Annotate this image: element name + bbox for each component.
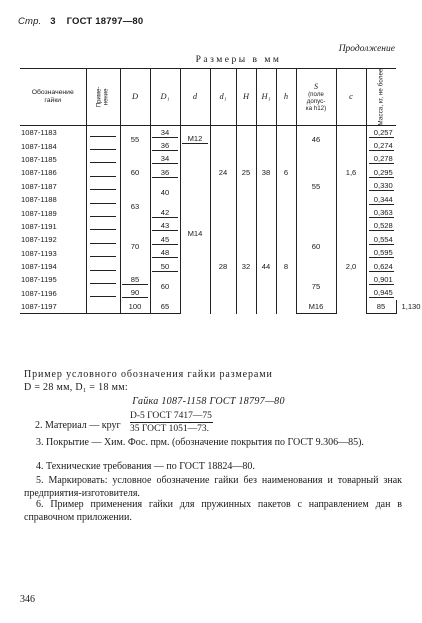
- cell-D1: 43: [150, 220, 180, 233]
- cell-d1: 28: [210, 220, 236, 314]
- cell-mass: 0,330: [366, 180, 396, 193]
- note-cell: [86, 233, 120, 246]
- note-material-label: 2. Материал — круг: [35, 420, 121, 431]
- cell-mass: 0,595: [366, 247, 396, 260]
- cell-D1: 42: [150, 206, 180, 219]
- note-cell: [86, 220, 120, 233]
- page-header: [18, 16, 143, 27]
- row-designation: 1087-1185: [21, 154, 57, 164]
- standard-code: ГОСТ 18797—80: [66, 16, 144, 27]
- header-d: d: [180, 69, 210, 126]
- sizes-caption: Размеры в мм: [195, 55, 282, 65]
- note-application: 6. Пример применения гайки для пружинных пакетов с направлением дан в справочном приложении.: [24, 499, 402, 523]
- note-cell: [86, 247, 120, 260]
- row-designation: 1087-1186: [21, 168, 57, 178]
- fraction-denominator: 35 ГОСТ 1051—73.: [130, 424, 209, 434]
- header-S: S (поле допус- ка h12): [296, 69, 336, 126]
- cell-S: 46: [296, 126, 336, 153]
- header-mass: Масса, кг, не более: [366, 69, 396, 126]
- cell-S: 75: [296, 273, 336, 300]
- cell-S: 60: [296, 220, 336, 274]
- row-designation: 1087-1184: [21, 141, 57, 151]
- cell-d: M12: [180, 126, 210, 153]
- footer-page-number: 346: [20, 594, 35, 605]
- example-title: Пример условного обозначения гайки размерами D = 28 мм, D₁ = 18 мм:: [24, 369, 273, 393]
- cell-D1: 65: [150, 300, 180, 314]
- row-designation: 1087-1195: [21, 275, 57, 285]
- cell-mass: 0,554: [366, 233, 396, 246]
- cell-D: 100: [120, 300, 150, 314]
- cell-D: 55: [120, 126, 150, 153]
- note-cell: [86, 300, 120, 314]
- cell-mass: 0,528: [366, 220, 396, 233]
- row-designation: 1087-1192: [21, 235, 57, 245]
- cell-mass: 0,278: [366, 153, 396, 166]
- row-designation: 1087-1194: [21, 262, 57, 272]
- cell-S: 55: [296, 153, 336, 220]
- cell-D1: 34: [150, 126, 180, 140]
- cell-H1: 38: [256, 126, 276, 220]
- cell-D1: 50: [150, 260, 180, 273]
- cell-D1: 45: [150, 233, 180, 246]
- cell-mass: 0,257: [366, 126, 396, 140]
- note-cell: [86, 166, 120, 179]
- fraction-numerator: D-5 ГОСТ 7417—75: [130, 411, 212, 421]
- cell-H: 25: [236, 126, 256, 220]
- header-D: D: [120, 69, 150, 126]
- cell-mass: 0,274: [366, 139, 396, 152]
- cell-D: 60: [120, 153, 150, 193]
- cell-h: 6: [276, 126, 296, 220]
- page-number: 3: [50, 16, 56, 27]
- cell-h: 8: [276, 220, 296, 314]
- cell-D: 85: [120, 273, 150, 286]
- cell-S: 85: [366, 300, 396, 314]
- note-cell: [86, 153, 120, 166]
- table-header-row: [20, 69, 396, 126]
- row-designation: 1087-1196: [21, 288, 57, 298]
- cell-mass: 0,363: [366, 206, 396, 219]
- cell-c: 1,6: [336, 126, 366, 220]
- row-designation: 1087-1193: [21, 248, 57, 258]
- cell-mass: 0,295: [366, 166, 396, 179]
- cell-d: M14: [180, 153, 210, 314]
- dimensions-table: [20, 68, 421, 314]
- row-designation: 1087-1187: [21, 181, 57, 191]
- cell-d1: 24: [210, 126, 236, 220]
- note-cell: [86, 126, 120, 140]
- note-cell: [86, 193, 120, 206]
- cell-D1: 48: [150, 247, 180, 260]
- header-note: Приме- нение: [86, 69, 120, 126]
- table-row: [20, 126, 396, 140]
- note-requirements: 4. Технические требования — по ГОСТ 18824—80.: [36, 461, 255, 472]
- cell-D1: 36: [150, 139, 180, 152]
- row-designation: 1087-1189: [21, 208, 57, 218]
- note-coating: 3. Покрытие — Хим. Фос. прм. (обозначение покрытия по ГОСТ 9.306—85).: [36, 437, 364, 448]
- note-cell: [86, 180, 120, 193]
- note-marking: 5. Маркировать: условное обозначение гайки без наименования и товарный знак предприятия-изготовителя.: [24, 475, 402, 499]
- page-prefix: Стр.: [18, 16, 42, 27]
- note-cell: [86, 273, 120, 286]
- header-h: h: [276, 69, 296, 126]
- cell-H: 32: [236, 220, 256, 314]
- example-designation: Гайка 1087-1158 ГОСТ 18797—80: [132, 396, 285, 407]
- header-designation: Обозначение гайки: [20, 69, 86, 126]
- cell-d: M16: [296, 300, 336, 314]
- material-fraction: [130, 410, 213, 435]
- cell-mass: 0,901: [366, 273, 396, 286]
- header-H1: H₁: [256, 69, 276, 126]
- header-D1: D₁: [150, 69, 180, 126]
- cell-D: 70: [120, 220, 150, 274]
- cell-D1: 34: [150, 153, 180, 166]
- header-d1: d₁: [210, 69, 236, 126]
- row-designation: 1087-1188: [21, 195, 57, 205]
- header-c: c: [336, 69, 366, 126]
- cell-D1: 36: [150, 166, 180, 179]
- cell-D1: 60: [150, 273, 180, 300]
- cell-D1: 40: [150, 180, 180, 207]
- row-designation: 1087-1197: [20, 300, 86, 314]
- continuation-label: Продолжение: [338, 44, 395, 54]
- cell-D: 63: [120, 193, 150, 220]
- note-cell: [86, 287, 120, 300]
- row-designation: 1087-1183: [21, 128, 57, 138]
- cell-mass: 0,624: [366, 260, 396, 273]
- note-cell: [86, 139, 120, 152]
- table-row: 1087-1197 100 65 M16 85 1,130: [20, 300, 396, 314]
- header-H: H: [236, 69, 256, 126]
- note-cell: [86, 206, 120, 219]
- cell-D: 90: [120, 287, 150, 300]
- cell-c: 2,0: [336, 220, 366, 314]
- row-designation: 1087-1191: [21, 221, 57, 231]
- note-cell: [86, 260, 120, 273]
- cell-mass: 0,344: [366, 193, 396, 206]
- cell-H1: 44: [256, 220, 276, 314]
- cell-mass: 0,945: [366, 287, 396, 300]
